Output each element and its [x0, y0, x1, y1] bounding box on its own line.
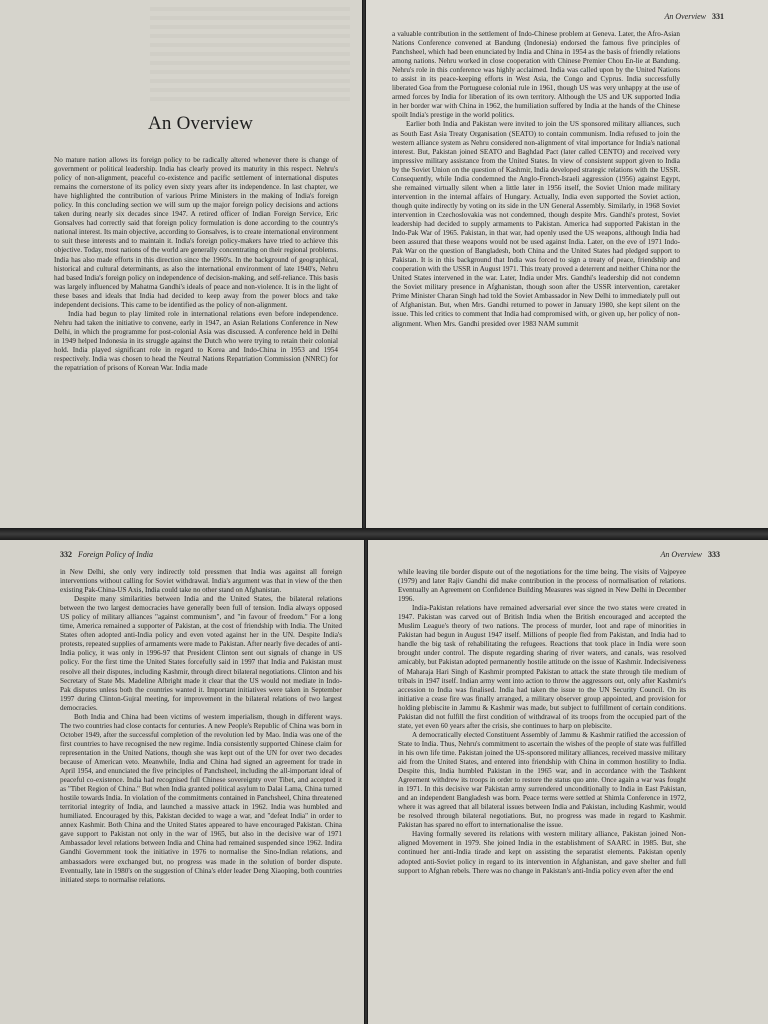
scan-divider: [0, 528, 768, 540]
running-header: [664, 12, 724, 21]
body-text: [60, 568, 342, 885]
paragraph: Despite many similarities between India and the United States, the bilateral relations between the two largest democracies have generally been full of tension. India always opposed US policy of military alliances "against communism", and "in favour of freedom." For a long time, America remained a supporter of Pakistan, at the cost of friendship with India. The United States often adopted anti-India policy and even voted against her in the UN. Despite India's protests, repeated supplies of armaments were made to Pakistan. After nearly five decades of anti-India policy, it was only in 1996-97 that President Clinton sent out signals of change in US policy. For the first time the United States forcefully said in 1997 that India and Pakistan must resolve all their disputes, including Kashmir, through direct bilateral negotiations. Clinton and his Secretary of State Ms. Madeline Albright made it clear that the US would not mediate in Indo-Pak disputes unless both the countries wanted it. Important initiatives were taken in September 1997 during Clinton-Gujral meeting, for improvement in the bilateral relations of two largest democracies.: [60, 595, 342, 712]
paragraph: a valuable contribution in the settlement of Indo-Chinese problem at Geneva. Later, the Afro-Asian Nations Conference convened at Bandung (Indonesia) endorsed the famous five principles of Panchsheel, which had been enunciated by India and China in 1954 as the basis of friendly relations among nations. Nehru worked in close cooperation with Chinese Premier Chou En-lie at Bandung. Nehru's role in this conference was highly acclaimed. India was called upon by the United Nations to assist in its peace-keeping efforts in West Asia, the Congo and Cyprus. India successfully liberated Goa from the Portuguese colonial rule in 1961, though US was very unhappy at the use of armed forces by India for liberation of its own territory. Although the US and UK supported India in her border war with China in 1962, the humiliation suffered by India at the hands of the Chinese spoilt India's prestige in the world politics.: [392, 30, 680, 120]
paragraph: Having formally severed its relations with western military alliance, Pakistan joined Non-aligned Movement in 1979. She joined India in the establishment of SAARC in 1985. But, she continued her anti-India tirade and kept on assisting the separatist elements. Pakistan openly adopted anti-Soviet policy in regard to its intervention in Afghanistan, and gave shelter and full support to Afghan rebels. There was no change in Pakistan's anti-India policy even after the end: [398, 830, 686, 875]
paragraph: India-Pakistan relations have remained adversarial ever since the two states were created in 1947. Pakistan was carved out of British India when the British encouraged and accepted the Muslim League's theory of two nations. The process of murder, loot and rape of minorities in Pakistan had begun in August 1947 itself. Millions of people fled from Pakistan, and India had to handle the big task of rehabilitating the refugees. Reactions that took place in India were soon brought under control. The dispute regarding sharing of river waters, and canals, was resolved amicably, but Pakistan adopted permanently hostile attitude on the issue of Kashmir. Indecisiveness of Maharaja Hari Singh of Kashmir prompted Pakistan to attack the state through tile medium of tribals in 1947 itself. Indian army went into action to throw the aggressors out, only after Kashmir's accession to India was finalised. India had taken the issue to the UN Security Council. On its initiative a cease fire was finally arranged, a military observer group appointed, and provision for holding plebiscite in Jammu & Kashmir was made, but subject to fulfillment of certain conditions. Pakistan did not fulfill the first condition of withdrawal of its troops from the occupied part of the state, yet even 60 years after the crisis, she continues to harp on plebiscite.: [398, 604, 686, 730]
paragraph: A democratically elected Constituent Assembly of Jammu & Kashmir ratified the accession of State to India. Thus, Nehru's commitment to ascertain the wishes of the people of state was fulfilled in his own life time. Pakistan joined the US-sponsored military alliances, received massive military aid from the United States, and entered into friendship with China in common hostility to India. Despite this, India humbled Pakistan in the 1965 war, and in accordance with the Tashkent Agreement withdrew its troops in order to restore the status quo ante. Once again a war was fought in 1971. In this decisive war Pakistan army surrendered unconditionally to India in East Pakistan, and an independent Bangladesh was born. Peace terms were settled at Shimla Conference in 1972, where it was agreed that all bilateral issues between India and Pakistan, including Kashmir, would be resolved through bilateral negotiations. But, no progress was made in regard to Kashmir. Pakistan has spared no effort to internationalise the issue.: [398, 730, 686, 830]
paragraph: while leaving tile border dispute out of the negotiations for the time being. The visits of Vajpeyee (1979) and later Rajiv Gandhi did make contribution in the process of normalisation of relations. Eventually an Agreement on Confidence Building Measures was signed in New Delhi in December 1996.: [398, 568, 686, 604]
page-number: 331: [712, 12, 724, 21]
running-head-title: An Overview: [660, 550, 702, 559]
page-331: [366, 0, 768, 528]
paragraph: India had begun to play limited role in international relations even before independence. Nehru had taken the initiative to convene, early in 1947, an Asian Relations Conference in New Delhi, in which the programme for post-colonial Asia was discussed. A conference held in Delhi in 1949 helped Indonesia in its struggle against the Dutch who were trying to retain their colonial hold. India played significant role in regard to Korea and Indo-China in 1953 and 1954 respectively. India was chosen to head the Neutral Nations Repatriation Commission (NNRC) for the repatriation of prisons of Korean War. India made: [54, 309, 338, 373]
paragraph: Both India and China had been victims of western imperialism, though in different ways. The two countries had close contacts for centuries. A new People's Republic of China was born in October 1949, after the successful completion of the revolution led by Mao. India was one of the first countries to have recognised the new regime. India consistently supported Chinese claim for representation in the United Nations, though she was kept out of the UN for over two decades because of American veto. Meanwhile, India and China had signed an agreement for trade in April 1954, and enunciated the five principles of Panchsheel, including the all-important ideal of peaceful co-existence. India had recognised full Chinese sovereignty over Tibet, and accepted it as "Tibet Region of China." But when India granted political asylum to Dalai Lama, China turned hostile towards India. In violation of the commitments contained in Panchsheel, China threatened territorial integrity of India, and launched a massive attack in 1962. India was humbled and humiliated. Encouraged by this, Pakistan decided to wage a war, and "defeat India" in order to annex Kashmir. Both China and the United States appeared to have encouraged Pakistan. China gave support to Pakistan not only in the war of 1965, but also in the decisive war of 1971 Ambassador level relations between India and China had remained suspended since 1962. Indira Gandhi Government took the initiative in 1976 to normalise the Sino-Indian relations, and ambassadors were exchanged but, no progress was made in the solution of border dispute. Eventually, late in 1980's on the suggestion of China's elder leader Deng Xiaoping, both countries initiated steps to normalise relations.: [60, 712, 342, 884]
paragraph: No mature nation allows its foreign policy to be radically altered whenever there is change of government or political leadership. India has clearly proved its maturity in this respect. Nehru's policy of non-alignment, peaceful co-existence and pacific settlement of international disputes remains the cornerstone of its policy even sixty years after its independence. In last chapter, we have highlighted the contribution of various Prime Ministers in the making of India's foreign policy. In this concluding section we will sum up the major foreign policy decisions and actions taken during nearly six decades since 1947. A retired officer of Indian Foreign Service, Eric Gonsalves had correctly said that foreign policy formulation is done according to the country's national interest. Its main objective, according to Gonsalves, is to create international environment to suit these interests and to maintain it. India's foreign policy-makers have tried to achieve this objective. Today, most nations of the world are generally concentrating on their regional problems. India has also made efforts in this direction since the 1960's. In the background of geographical, historical and cultural determinants, as also the international environment of late 1940's, Nehru had based India's foreign policy on independence of decision-making, and self-reliance. This basis was largely influenced by Mahatma Gandhi's ideals of peace and non-violence. It is in the light of these bases and ideals that India had decided to keep away from the power blocs and take independent decisions. This came to be identified as the policy of non-alignment.: [54, 156, 338, 309]
paragraph: in New Delhi, she only very indirectly told pressmen that India was against all foreign interventions without calling for Soviet withdrawal. India's argument was that in view of the then existing Pak-China-US Axis, India could take no other stand on Afghanistan.: [60, 568, 342, 595]
running-head-title: Foreign Policy of India: [78, 550, 154, 559]
page-number: 333: [708, 550, 720, 559]
page-333: [368, 540, 768, 1024]
running-header: [660, 550, 720, 559]
body-text: [392, 30, 680, 329]
running-head-title: An Overview: [664, 12, 706, 21]
chapter-title: An Overview: [148, 112, 254, 134]
paragraph: Earlier both India and Pakistan were invited to join the US sponsored military alliances, such as South East Asia Treaty Organisation (SEATO) to contain communism. India refused to join the western alliance system as Nehru considered non-alignment of vital importance for India's national interest. But, Pakistan joined SEATO and Baghdad Pact (later called CENTO) and received very impressive military assistance from the United States. In view of consistent support given to India by the Soviet Union on the question of Kashmir, India developed strategic relations with the USSR. Consequently, while India condemned the Anglo-French-Israeli aggression (1956) against Egypt, she remained virtually silent when a little later in 1956 itself, the Soviet Union made military intervention in the internal affairs of Hungary. Actually, India even supported the Soviet action, though quite indirectly by voting on its side in the UN General Assembly. Similarly, in 1968 Soviet intervention in Czechoslovakia was not condemned, though despite Mrs. Gandhi's protest, Soviet leadership had decided to supply armaments to Pakistan. America had supported Pakistan in the Indo-Pak War of 1965. Pakistan, in that war, had openly used the US weapons, although India had been assured that these weapons would not be used against India. Later, on the eve of 1971 Indo-Pak War on the question of Bangladesh, both China and the United States had pledged support to Pakistan. It is in this background that India was forced to sign a treaty of peace, friendship and cooperation with the USSR in August 1971. This treaty proved a deterrent and neither China nor the United States intervened in the war. Later, India under Mrs. Gandhi's leadership did not condemn the Soviet military presence in Afghanistan, though soon after the USSR intervention, caretaker Prime Minister Charan Singh had told the Soviet Ambassador in New Delhi to immediately pull out of Afghanistan. But, when Mrs. Gandhi returned to power in January 1980, she kept silent on the issue. This led critics to comment that India had compromised with, or given up, her policy of non-alignment. When Mrs. Gandhi presided over 1983 NAM summit: [392, 120, 680, 328]
body-text: [398, 568, 686, 876]
page-332: [0, 540, 364, 1024]
running-header: [60, 550, 153, 559]
page-chapter-opening: [0, 0, 362, 528]
page-number: 332: [60, 550, 72, 559]
bleed-through-text: [150, 2, 350, 102]
body-text: [54, 156, 338, 373]
